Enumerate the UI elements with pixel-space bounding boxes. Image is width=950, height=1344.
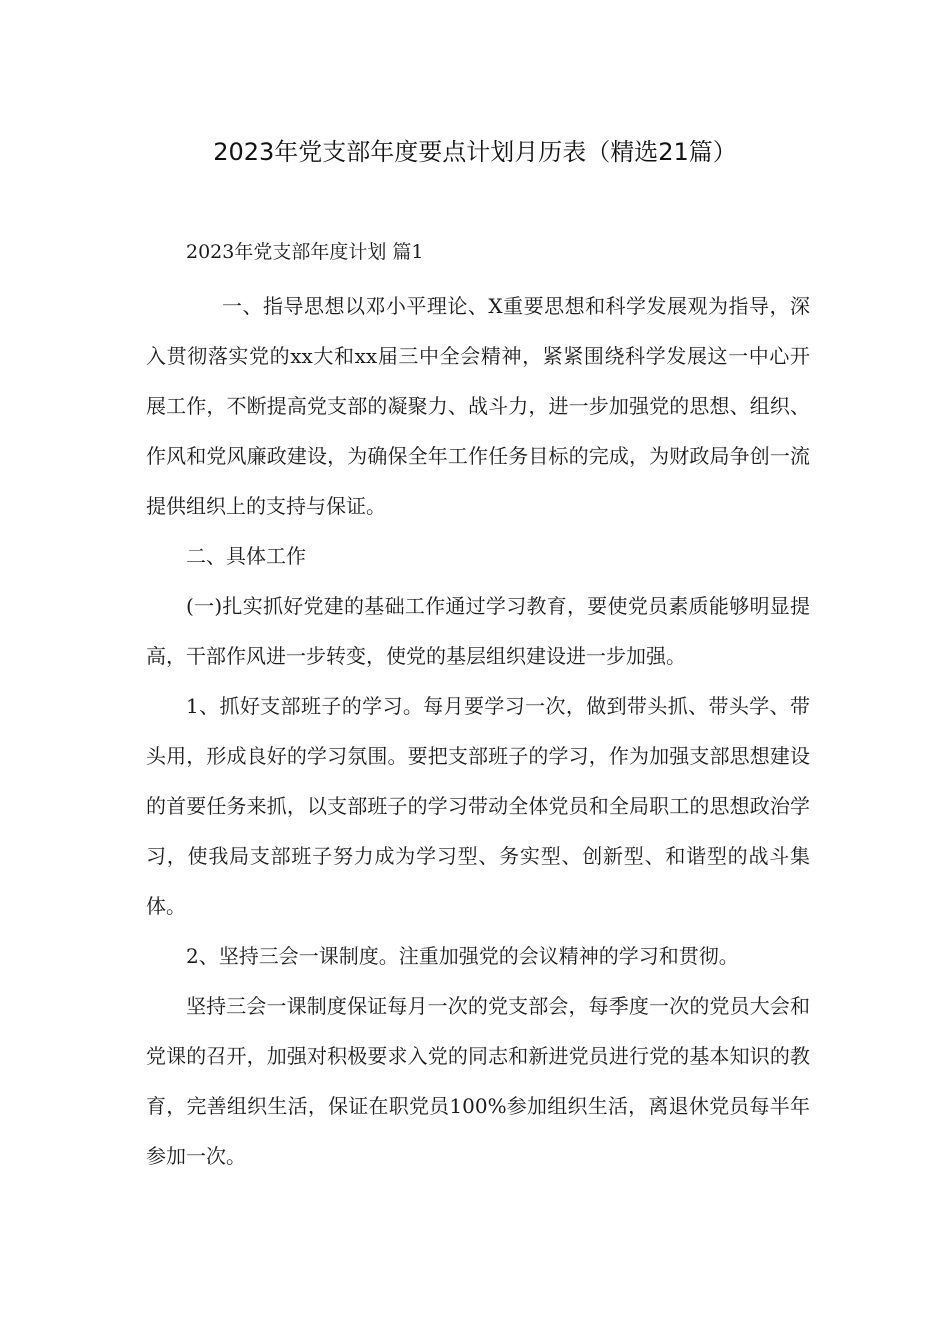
- document-title: 2023年党支部年度要点计划月历表（精选21篇）: [213, 138, 737, 166]
- section-heading: 2023年党支部年度计划 篇1: [186, 241, 424, 263]
- paragraph-party-building-basics: (一)扎实抓好党建的基础工作通过学习教育，要使党员素质能够明显提高，干部作风进一步转变，使党的基层组织建设进一步加强。: [146, 594, 810, 668]
- document-body: [146, 281, 810, 1181]
- paragraph-three-meetings: 2、坚持三会一课制度。注重加强党的会议精神的学习和贯彻。: [186, 944, 739, 968]
- paragraph-guiding-ideology: 一、指导思想以邓小平理论、X重要思想和科学发展观为指导，深入贯彻落实党的xx大和xx届三中全会精神，紧紧围绕科学发展这一中心开展工作，不断提高党支部的凝聚力、战斗力，进一步加强党的思想、组织、作风和党风廉政建设，为确保全年工作任务目标的完成，为财政局争创一流提供组织上的支持与保证。: [146, 294, 810, 518]
- paragraph-meeting-system-detail: 坚持三会一课制度保证每月一次的党支部会，每季度一次的党员大会和党课的召开，加强对积极要求入党的同志和新进党员进行党的基本知识的教育，完善组织生活，保证在职党员100%参加组织生活，离退休党员每半年参加一次。: [146, 994, 810, 1168]
- paragraph-specific-work-heading: 二、具体工作: [186, 544, 306, 568]
- paragraph-branch-study: 1、抓好支部班子的学习。每月要学习一次，做到带头抓、带头学、带头用，形成良好的学习氛围。要把支部班子的学习，作为加强支部思想建设的首要任务来抓，以支部班子的学习带动全体党员和全局职工的思想政治学习，使我局支部班子努力成为学习型、务实型、创新型、和谐型的战斗集体。: [146, 694, 810, 918]
